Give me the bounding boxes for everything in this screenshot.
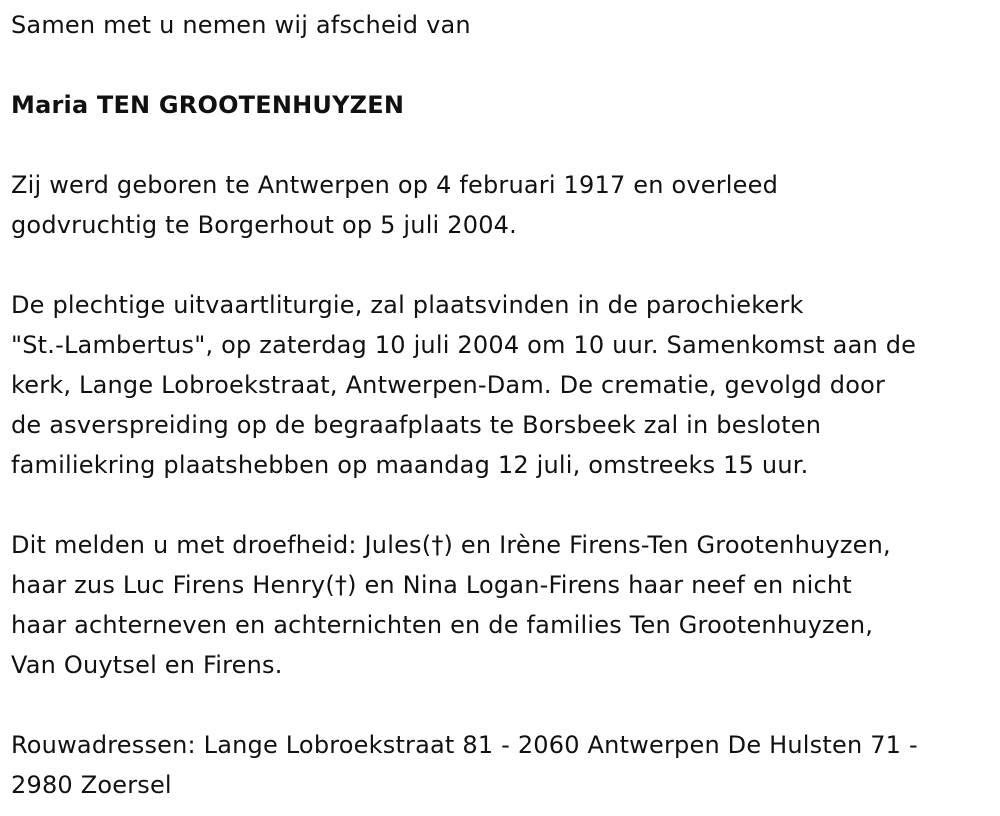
paragraph-line: Rouwadressen: Lange Lobroekstraat 81 - 2060 Antwerpen De Hulsten 71 -	[11, 731, 918, 759]
spacer	[11, 125, 990, 165]
paragraph-line: godvruchtig te Borgerhout op 5 juli 2004.	[11, 211, 517, 239]
birth-paragraph	[11, 165, 990, 245]
intro-text: Samen met u nemen wij afscheid van	[11, 11, 471, 39]
announcement-paragraph	[11, 525, 990, 685]
addresses-paragraph	[11, 725, 990, 805]
paragraph-line: 2980 Zoersel	[11, 771, 172, 799]
spacer	[11, 45, 990, 85]
paragraph-line: haar zus Luc Firens Henry(†) en Nina Logan-Firens haar neef en nicht	[11, 571, 852, 599]
paragraph-line: De plechtige uitvaartliturgie, zal plaatsvinden in de parochiekerk	[11, 291, 804, 319]
paragraph-line: haar achterneven en achternichten en de families Ten Grootenhuyzen,	[11, 611, 874, 639]
deceased-name: Maria TEN GROOTENHUYZEN	[11, 91, 405, 119]
paragraph-line: Dit melden u met droefheid: Jules(†) en Irène Firens-Ten Grootenhuyzen,	[11, 531, 891, 559]
paragraph-line: kerk, Lange Lobroekstraat, Antwerpen-Dam. De crematie, gevolgd door	[11, 371, 886, 399]
paragraph-line: de asverspreiding op de begraafplaats te Borsbeek zal in besloten	[11, 411, 822, 439]
paragraph-line: familiekring plaatshebben op maandag 12 juli, omstreeks 15 uur.	[11, 451, 809, 479]
spacer	[11, 485, 990, 525]
spacer	[11, 685, 990, 725]
paragraph-line: Zij werd geboren te Antwerpen op 4 februari 1917 en overleed	[11, 171, 779, 199]
paragraph-line: Van Ouytsel en Firens.	[11, 651, 283, 679]
paragraph-line: "St.-Lambertus", op zaterdag 10 juli 2004 om 10 uur. Samenkomst aan de	[11, 331, 917, 359]
ceremony-paragraph	[11, 285, 990, 485]
spacer	[11, 245, 990, 285]
